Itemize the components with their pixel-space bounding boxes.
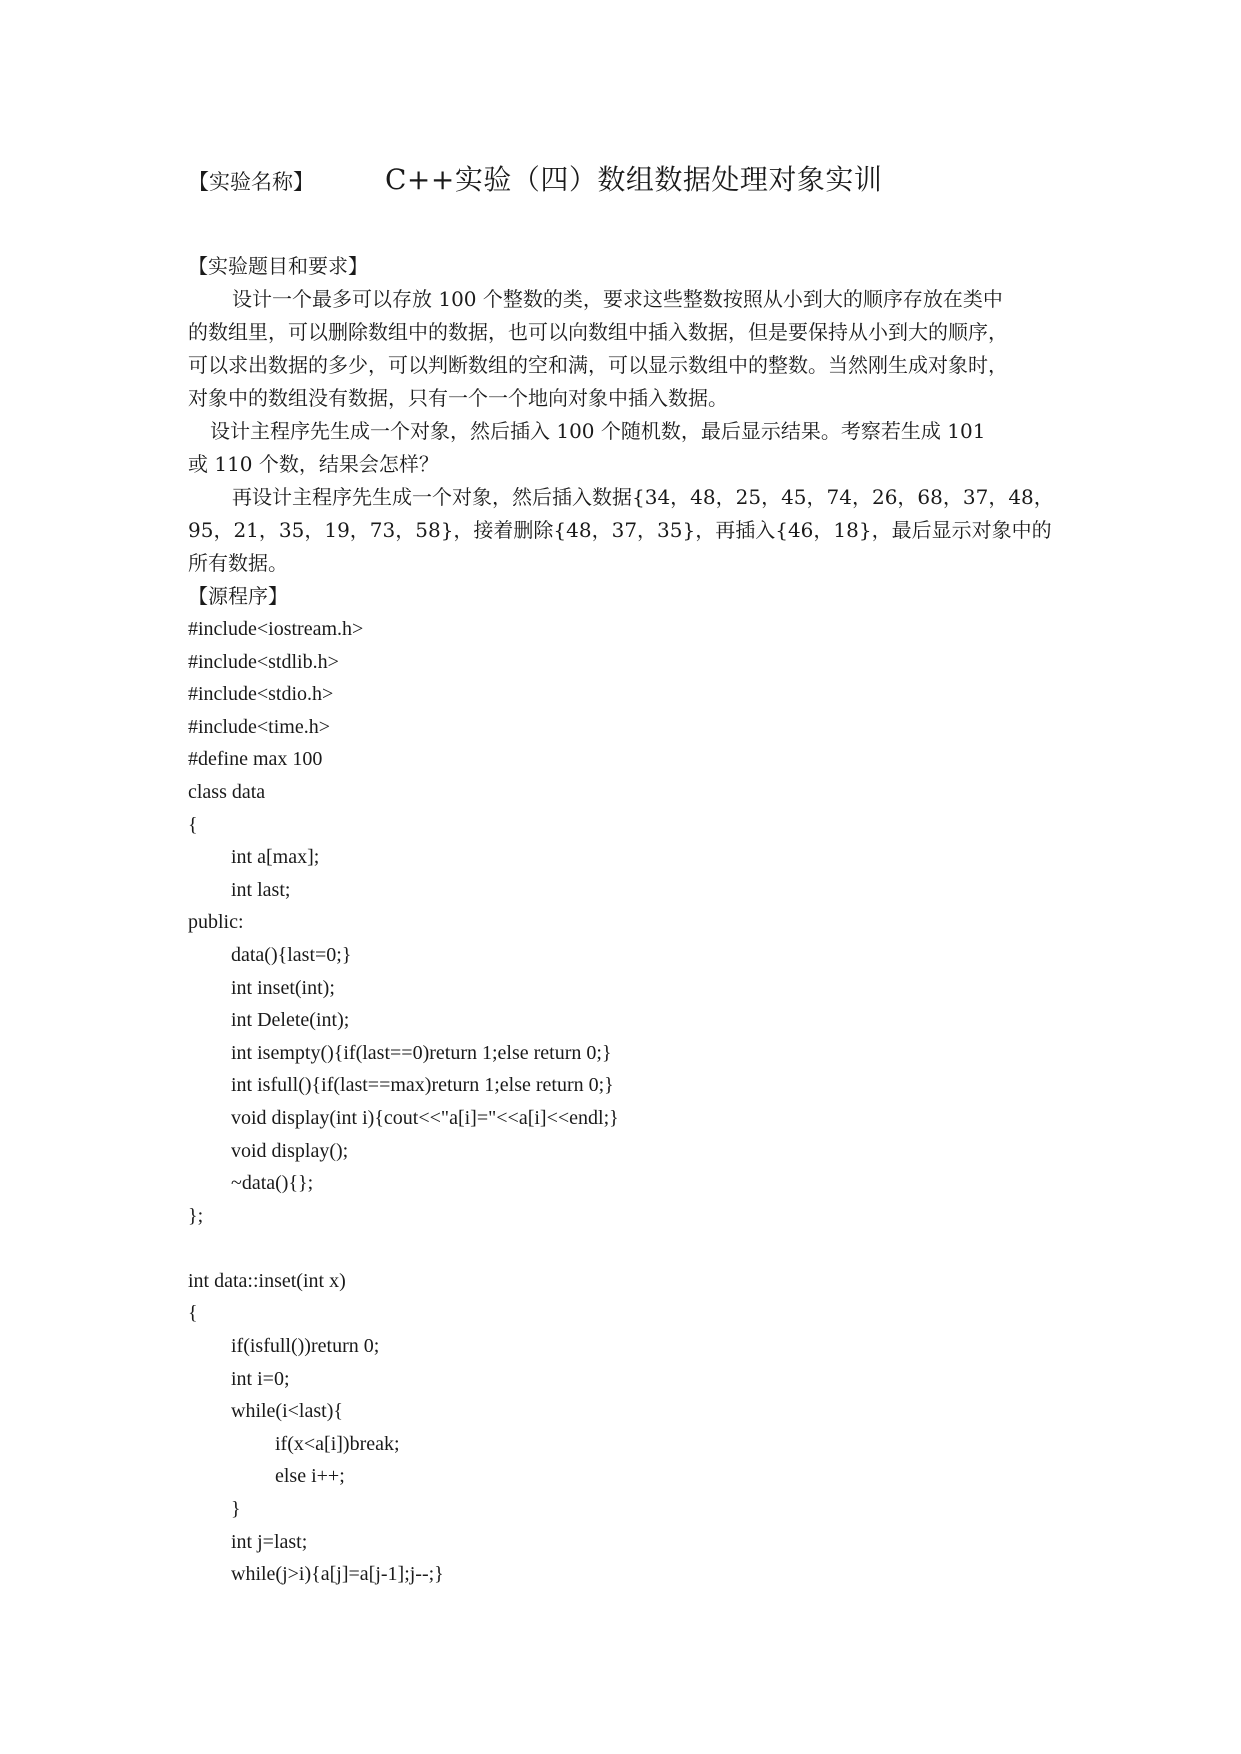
code-line: int last; <box>231 878 291 901</box>
text-line: 对象中的数组没有数据，只有一个一个地向对象中插入数据。 <box>188 386 728 410</box>
code-line: int isfull(){if(last==max)return 1;else return 0;} <box>231 1074 614 1097</box>
text-line: 或 110 个数，结果会怎样？ <box>188 452 439 476</box>
code-line: int j=last; <box>231 1530 308 1553</box>
code-line: public: <box>188 911 244 934</box>
document-body <box>188 250 1068 1591</box>
code-line: int Delete(int); <box>231 1009 350 1032</box>
code-line-blank <box>188 1232 1068 1265</box>
code-line: data(){last=0;} <box>231 943 352 966</box>
code-line: int a[max]; <box>231 846 320 869</box>
source-heading: 【源程序】 <box>188 584 288 608</box>
requirements-heading: 【实验题目和要求】 <box>188 254 368 278</box>
code-line: { <box>188 813 198 836</box>
code-line: if(x<a[i])break; <box>275 1432 400 1455</box>
text-line: 再设计主程序先生成一个对象，然后插入数据{34，48，25，45，74，26，68，37，48， <box>232 485 1054 509</box>
code-line: while(i<last){ <box>231 1400 343 1423</box>
text-line: 可以求出数据的多少，可以判断数组的空和满，可以显示数组中的整数。当然刚生成对象时， <box>188 353 1008 377</box>
source-code <box>188 613 1068 1591</box>
page-title: C++实验（四）数组数据处理对象实训 <box>385 163 883 196</box>
text-line: 设计主程序先生成一个对象，然后插入 100 个随机数，最后显示结果。考察若生成 101 <box>210 419 986 443</box>
code-line: { <box>188 1302 198 1325</box>
code-line: if(isfull())return 0; <box>231 1335 380 1358</box>
code-line: #include<iostream.h> <box>188 618 364 640</box>
code-line: int inset(int); <box>231 976 335 999</box>
text-line: 95，21，35，19，73，58}，接着删除{48，37，35}，再插入{46，18}，最后显示对象中的 <box>188 518 1052 542</box>
text-line: 设计一个最多可以存放 100 个整数的类，要求这些整数按照从小到大的顺序存放在类中 <box>232 287 1003 311</box>
code-line: while(j>i){a[j]=a[j-1];j--;} <box>231 1563 444 1586</box>
code-line: #define max 100 <box>188 748 323 771</box>
text-line: 的数组里，可以删除数组中的数据，也可以向数组中插入数据，但是要保持从小到大的顺序， <box>188 320 1008 344</box>
code-line: ~data(){}; <box>231 1172 314 1195</box>
text-line: 所有数据。 <box>188 551 288 575</box>
requirements-paragraph <box>188 283 1068 580</box>
title-label: 【实验名称】 <box>188 170 314 194</box>
code-line: int data::inset(int x) <box>188 1269 346 1292</box>
code-line: #include<time.h> <box>188 715 330 738</box>
code-line: }; <box>188 1204 204 1227</box>
code-line: int isempty(){if(last==0)return 1;else return 0;} <box>231 1041 612 1064</box>
title-row <box>188 162 1088 202</box>
code-line: void display(); <box>231 1139 349 1162</box>
code-line: void display(int i){cout<<"a[i]="<<a[i]<<endl;} <box>231 1106 619 1129</box>
code-line: else i++; <box>275 1465 345 1488</box>
code-line: #include<stdio.h> <box>188 683 334 706</box>
code-line: } <box>231 1498 241 1521</box>
code-line: int i=0; <box>231 1367 290 1390</box>
code-line: #include<stdlib.h> <box>188 650 339 673</box>
code-line: class data <box>188 780 266 803</box>
